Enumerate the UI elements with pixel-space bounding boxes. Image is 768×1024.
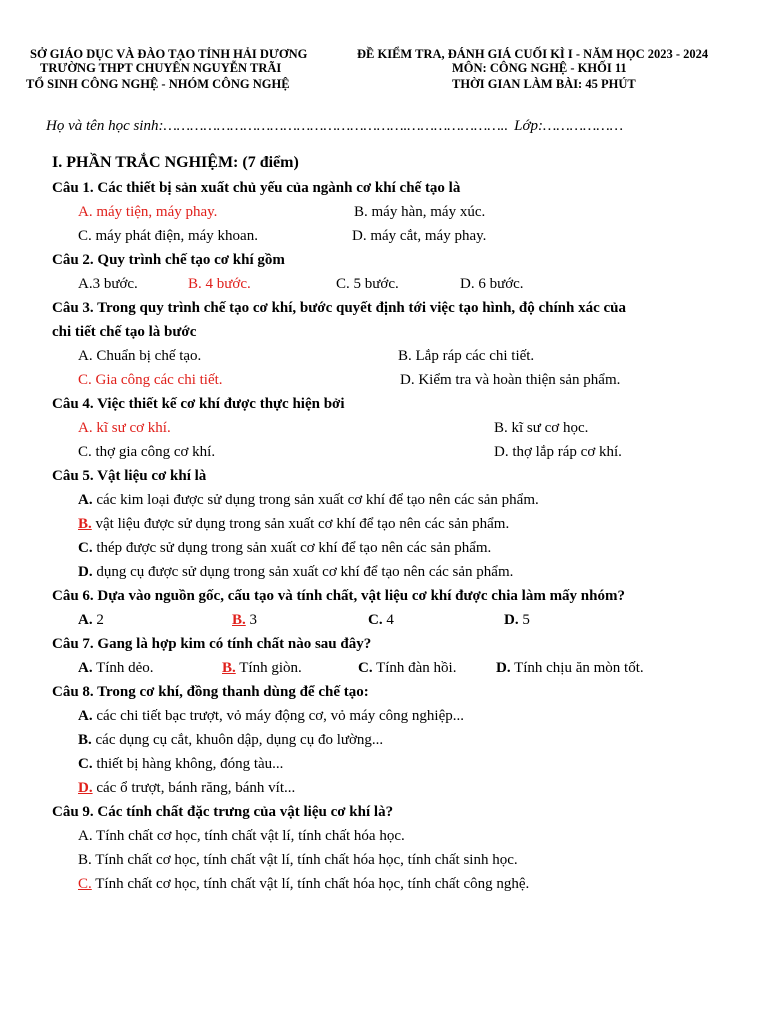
q9-option-b[interactable]: B. Tính chất cơ học, tính chất vật lí, tính chất hóa học, tính chất sinh học. [78,852,518,868]
q4-option-c[interactable]: C. thợ gia công cơ khí. [78,444,216,460]
q1-option-a[interactable]: A. máy tiện, máy phay. [78,204,218,220]
student-name-field[interactable]: Họ và tên học sinh:……………………………………………….………………….. [46,118,509,134]
q8-option-a-text: các chi tiết bạc trượt, vỏ máy động cơ, vỏ máy công nghiệp... [92,708,464,724]
question-5: Câu 5. Vật liệu cơ khí là [52,468,207,484]
question-1-options-row-1 [52,200,752,224]
header-duration: THỜI GIAN LÀM BÀI: 45 PHÚT [452,77,636,91]
q3-option-b[interactable]: B. Lắp ráp các chi tiết. [398,348,535,364]
q6-option-a-text: 2 [92,612,104,628]
q8-option-c-text: thiết bị hàng không, đóng tàu... [92,756,284,772]
exam-content [52,150,752,896]
q5-option-a-label: A. [78,492,93,508]
q6-option-d[interactable] [504,608,530,632]
q6-option-a[interactable] [78,608,104,632]
q3-option-c[interactable]: C. Gia công các chi tiết. [78,372,223,388]
q5-option-a[interactable] [52,488,752,512]
question-2-options-row [52,272,752,296]
q8-option-d-label: D. [78,780,93,796]
q4-option-d[interactable]: D. thợ lắp ráp cơ khí. [494,444,622,460]
q7-option-b[interactable] [222,656,302,680]
q1-option-b[interactable]: B. máy hàn, máy xúc. [354,204,486,220]
q7-option-b-label: B. [222,660,236,676]
q5-option-c-label: C. [78,540,93,556]
q7-option-c[interactable] [358,656,456,680]
question-6: Câu 6. Dựa vào nguồn gốc, cấu tạo và tính chất, vật liệu cơ khí được chia làm mấy nhóm? [52,588,625,604]
q3-option-a[interactable]: A. Chuẩn bị chế tạo. [78,348,202,364]
question-4-options-row-2 [52,440,752,464]
question-7: Câu 7. Gang là hợp kim có tính chất nào sau đây? [52,636,372,652]
q6-option-c-text: 4 [382,612,394,628]
student-class-field[interactable]: Lớp:……………… [514,118,624,134]
q6-option-d-text: 5 [518,612,530,628]
q7-option-c-label: C. [358,660,373,676]
q6-option-c-label: C. [368,612,383,628]
q8-option-c-label: C. [78,756,93,772]
q7-option-b-text: Tính giòn. [235,660,302,676]
q7-option-d[interactable] [496,656,644,680]
question-6-options-row [52,608,752,632]
q2-option-a[interactable]: A.3 bước. [78,276,138,292]
q2-option-b[interactable]: B. 4 bước. [188,276,251,292]
header-exam-title: ĐỀ KIỂM TRA, ĐÁNH GIÁ CUỐI KÌ I - NĂM HỌC 2023 - 2024 [357,47,709,61]
question-3-options-row-1 [52,344,752,368]
header-subject: MÔN: CÔNG NGHỆ - KHỐI 11 [452,61,627,75]
question-3-options-row-2 [52,368,752,392]
q4-option-b[interactable]: B. kĩ sư cơ học. [494,420,589,436]
q1-option-c[interactable]: C. máy phát điện, máy khoan. [78,228,258,244]
q8-option-b-text: các dụng cụ cắt, khuôn dập, dụng cụ đo lường... [91,732,384,748]
header-school: TRƯỜNG THPT CHUYÊN NGUYỄN TRÃI [40,61,282,75]
q9-option-c[interactable] [52,872,752,896]
q7-option-d-label: D. [496,660,511,676]
q8-option-d-text: các ổ trượt, bánh răng, bánh vít... [92,780,296,796]
question-3-line-1: Câu 3. Trong quy trình chế tạo cơ khí, bước quyết định tới việc tạo hình, độ chính xác của [52,300,627,316]
q6-option-d-label: D. [504,612,519,628]
q8-option-a[interactable] [52,704,752,728]
q7-option-a-text: Tính dẻo. [92,660,154,676]
question-2: Câu 2. Quy trình chế tạo cơ khí gồm [52,252,285,268]
q5-option-c-text: thép được sử dụng trong sản xuất cơ khí để tạo nên các sản phẩm. [92,540,492,556]
student-info-line [46,118,623,135]
q6-option-b-text: 3 [245,612,258,628]
header-department: SỞ GIÁO DỤC VÀ ĐÀO TẠO TỈNH HẢI DƯƠNG [30,47,308,61]
question-8: Câu 8. Trong cơ khí, đồng thanh dùng để chế tạo: [52,684,369,700]
q6-option-c[interactable] [368,608,394,632]
question-7-options-row [52,656,752,680]
q6-option-a-label: A. [78,612,93,628]
q3-option-d[interactable]: D. Kiểm tra và hoàn thiện sản phẩm. [400,372,621,388]
q5-option-d-text: dụng cụ được sử dụng trong sản xuất cơ khí để tạo nên các sản phẩm. [92,564,514,580]
q5-option-d-label: D. [78,564,93,580]
q5-option-b-label: B. [78,516,92,532]
q4-option-a[interactable]: A. kĩ sư cơ khí. [78,420,171,436]
q7-option-d-text: Tính chịu ăn mòn tốt. [510,660,644,676]
q5-option-d[interactable] [52,560,752,584]
question-4-options-row-1 [52,416,752,440]
question-3-line-2: chi tiết chế tạo là bước [52,324,197,340]
q7-option-a[interactable] [78,656,154,680]
question-9: Câu 9. Các tính chất đặc trưng của vật liệu cơ khí là? [52,804,394,820]
header-group: TỔ SINH CÔNG NGHỆ - NHÓM CÔNG NGHỆ [26,77,290,91]
q2-option-d[interactable]: D. 6 bước. [460,276,524,292]
q7-option-c-text: Tính đàn hồi. [372,660,457,676]
question-1: Câu 1. Các thiết bị sản xuất chủ yếu của ngành cơ khí chế tạo là [52,180,461,196]
q8-option-d[interactable] [52,776,752,800]
q8-option-b-label: B. [78,732,92,748]
q9-option-a[interactable]: A. Tính chất cơ học, tính chất vật lí, tính chất hóa học. [78,828,405,844]
q6-option-b-label: B. [232,612,246,628]
q2-option-c[interactable]: C. 5 bước. [336,276,399,292]
q5-option-c[interactable] [52,536,752,560]
q6-option-b[interactable] [232,608,257,632]
q7-option-a-label: A. [78,660,93,676]
q9-option-c-text: Tính chất cơ học, tính chất vật lí, tính chất hóa học, tính chất công nghệ. [91,876,530,892]
q9-option-c-label: C. [78,876,92,892]
q8-option-c[interactable] [52,752,752,776]
section-title: I. PHẦN TRẮC NGHIỆM: (7 điểm) [52,154,299,171]
q5-option-b-text: vật liệu được sử dụng trong sản xuất cơ khí để tạo nên các sản phẩm. [91,516,510,532]
q8-option-b[interactable] [52,728,752,752]
question-1-options-row-2 [52,224,752,248]
q5-option-b[interactable] [52,512,752,536]
q5-option-a-text: các kim loại được sử dụng trong sản xuất cơ khí để tạo nên các sản phẩm. [92,492,539,508]
q8-option-a-label: A. [78,708,93,724]
q1-option-d[interactable]: D. máy cắt, máy phay. [352,228,487,244]
question-4: Câu 4. Việc thiết kế cơ khí được thực hiện bởi [52,396,345,412]
